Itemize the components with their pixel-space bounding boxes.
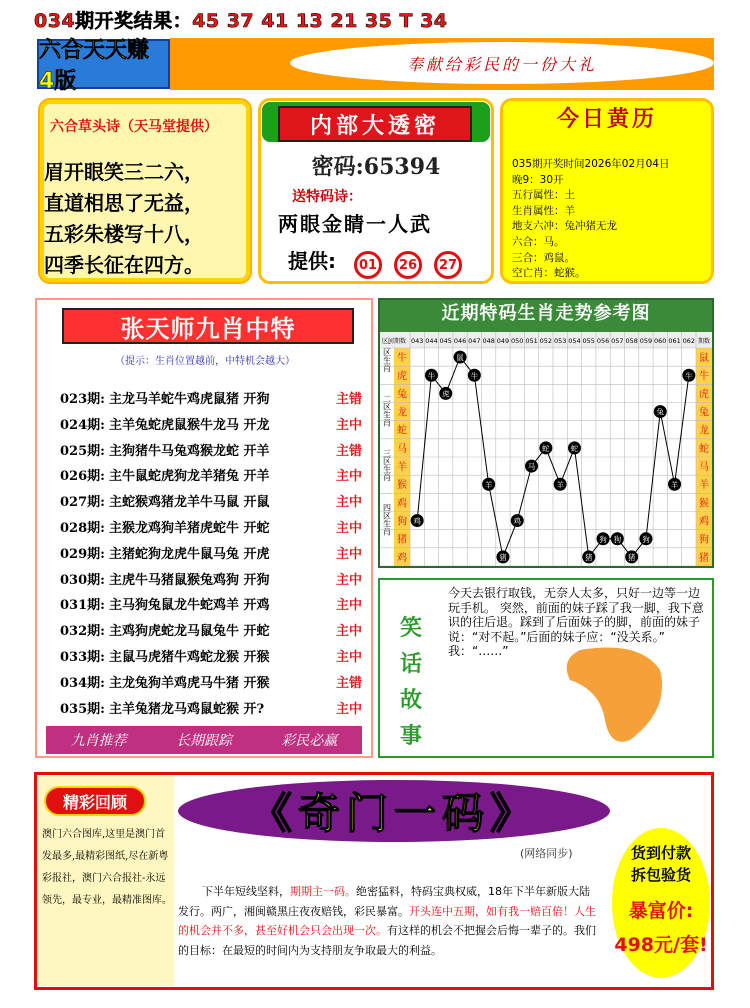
prediction-row [60, 491, 372, 510]
footer-item: 彩民必赢 [281, 733, 338, 749]
prediction-row [60, 440, 372, 459]
result: 主中 [335, 546, 362, 562]
period: 034期: [60, 675, 105, 691]
brand-label: 六合天天赚 4版 [37, 39, 170, 89]
period-tick: 057 [611, 337, 624, 345]
zone-label: 一区生肖 [382, 340, 392, 372]
period-tick: 051 [525, 337, 538, 345]
trend-point-label: 鸡 [513, 516, 521, 526]
left-zodiac-label: 蛇 [397, 425, 407, 437]
number-ball: 01 [354, 251, 382, 279]
result: 主中 [335, 469, 362, 485]
result: 主中 [335, 624, 362, 640]
trend-point-label: 牛 [685, 371, 693, 381]
result: 主中 [335, 650, 362, 665]
period: 026期: [60, 469, 105, 485]
almanac-line: 035期开奖时间2026年02月04日 [512, 158, 670, 170]
period: 029期: [60, 546, 105, 562]
trend-point-label: 猪 [499, 552, 507, 562]
poem-title: 六合草头诗（天马堂提供） [50, 119, 218, 135]
right-zodiac-label: 狗 [699, 534, 709, 546]
prediction-row [60, 594, 372, 613]
period-tick: 062 [682, 337, 696, 345]
period-tick: 047 [468, 337, 481, 345]
almanac-title: 今日黄历 [556, 106, 657, 132]
password-text: 密码:65394 [311, 154, 441, 180]
period-tick: 050 [511, 337, 524, 345]
almanac-line: 生肖属性：羊 [512, 204, 575, 217]
prediction-text: 主鸡狗虎蛇龙马鼠兔牛 开蛇 [108, 624, 270, 640]
period-tick: 049 [496, 337, 510, 345]
nine-zodiac-title: 张天师九肖中特 [62, 308, 354, 344]
trend-point-label: 牛 [427, 371, 436, 381]
period-tick: 059 [639, 337, 653, 345]
trend-point-label: 蛇 [542, 443, 550, 453]
almanac-line: 地支六冲：兔冲猪无龙 [512, 220, 617, 233]
result: 主中 [335, 598, 362, 614]
result: 主中 [335, 701, 362, 717]
poem-line: 眉开眼笑三二六， [44, 160, 204, 184]
poem-line: 四季长征在四方。 [44, 253, 204, 277]
left-zodiac-label: 龙 [397, 407, 407, 419]
right-zodiac-label: 鸡 [699, 516, 709, 528]
prediction-row [60, 620, 372, 639]
left-zodiac-label: 羊 [397, 462, 407, 474]
header-period-right: 期数 [697, 338, 711, 345]
period-tick: 045 [439, 337, 452, 345]
ad-text-d: 开头连中五期，如有我一赔百倍！人生的机会并不多，甚至好机会只会出现一次。 [178, 904, 596, 937]
period: 030期: [60, 572, 105, 588]
nine-zodiac-footer [46, 726, 362, 754]
prediction-text: 主狗猪牛马兔鸡猴龙蛇 开羊 [108, 443, 270, 459]
period: 027期: [60, 495, 105, 511]
period-tick: 052 [539, 337, 553, 345]
trend-point-label: 狗 [642, 534, 650, 544]
provide-label: 提供: [288, 249, 336, 273]
prediction-row [60, 543, 372, 562]
period-tick: 056 [596, 337, 610, 345]
left-zodiac-label: 兔 [397, 389, 407, 401]
ad-text-a: 下半年短线坚料， [202, 885, 290, 898]
period-tick: 044 [425, 337, 438, 345]
right-zodiac-label: 龙 [699, 425, 709, 437]
period-tick: 054 [568, 337, 581, 345]
poem-line: 直道相思了无益， [44, 191, 204, 215]
prediction-text: 主虎牛马猪鼠猴兔鸡狗 开狗 [108, 572, 270, 588]
slogan: 奉献给彩民的一份大礼 [290, 42, 714, 84]
right-zodiac-label: 牛 [699, 371, 709, 383]
period: 031期: [60, 598, 105, 614]
trend-point-label: 狗 [599, 534, 607, 544]
price-label: 暴富价: [628, 900, 694, 922]
period-tick: 046 [453, 337, 467, 345]
prediction-row [60, 569, 372, 588]
prediction-text: 主羊兔蛇虎鼠猴牛龙马 开龙 [108, 417, 270, 433]
almanac-list [512, 157, 712, 282]
trend-point-label: 猪 [585, 552, 593, 562]
trend-title: 近期特码生肖走势参考图 [441, 303, 651, 324]
result: 主错 [335, 443, 362, 459]
almanac-line: 三合：鸡鼠。 [512, 251, 575, 264]
right-zodiac-label: 蛇 [699, 443, 709, 455]
nine-zodiac-hint: （提示：生肖位置越前，中特机会越大） [115, 356, 295, 367]
sync-note: (网络同步) [520, 847, 573, 860]
period: 025期: [60, 443, 105, 459]
trend-point-label: 鸡 [413, 516, 421, 526]
trend-point-label: 牛 [470, 371, 479, 381]
trend-point-label: 蛇 [570, 443, 579, 453]
prediction-row [60, 465, 372, 484]
period-tick: 060 [654, 337, 667, 345]
prediction-text: 主猪蛇狗龙虎牛鼠马兔 开虎 [108, 546, 270, 562]
prediction-row [60, 672, 372, 691]
send-text: 两眼金睛一人武 [278, 212, 432, 236]
almanac-line: 空亡肖：蛇猴。 [512, 267, 586, 280]
ad-text-c: 绝密猛料，特码宝典权威，18年下半年新版大陆发行。两广，湘闽赣黑庄夜夜赔钱，彩民暴富。 [178, 885, 590, 918]
header-zone: 区间期数 [382, 338, 407, 345]
period-tick: 048 [482, 337, 495, 345]
prediction-text: 主蛇猴鸡猪龙羊牛马鼠 开鼠 [108, 495, 270, 511]
lottery-result-header: 034期开奖结果：45 37 41 13 21 35 T 34 [34, 10, 448, 32]
result: 主中 [335, 495, 362, 511]
cod-label: 货到付款 [630, 844, 691, 862]
period: 033期: [60, 650, 105, 665]
ad-text-b: 期期主一码。 [290, 885, 356, 898]
left-zodiac-label: 猪 [397, 534, 407, 546]
poem-line: 五彩朱楼写十八， [44, 222, 204, 246]
period: 024期: [60, 417, 105, 433]
trend-point-label: 猪 [627, 552, 636, 562]
prediction-row [60, 517, 372, 536]
result: 主中 [335, 572, 362, 588]
period: 035期: [60, 701, 105, 717]
period: 023期: [60, 392, 105, 407]
footer-item: 九肖推荐 [70, 733, 127, 749]
left-zodiac-label: 猴 [397, 480, 407, 492]
prediction-text: 主龙兔狗羊鸡虎马牛猪 开猴 [108, 675, 270, 691]
result: 主错 [335, 392, 362, 407]
period: 032期: [60, 624, 105, 640]
trend-point-label: 羊 [484, 480, 493, 490]
review-title: 精彩回顾 [44, 786, 146, 816]
zone-label: 二区生肖 [382, 394, 392, 427]
prediction-row [60, 698, 372, 717]
prediction-row [60, 388, 372, 407]
result: 主错 [335, 675, 362, 691]
zone-label: 三区生肖 [382, 449, 392, 481]
joke-text: 今天去银行取钱，无奈人太多，只好一边等一边玩手机。 突然，前面的妹子踩了我一脚，我下意识的往后退。踩到了后面妹子的脚，前面的妹子说：“对不起。”后面的妹子应：“没关系。” 我：“……” [448, 586, 704, 659]
secret-title: 内部大透密 [278, 106, 472, 142]
trend-point-label: 兔 [656, 407, 664, 417]
trend-point-label: 虎 [442, 389, 450, 399]
right-zodiac-label: 鼠 [699, 353, 709, 365]
trend-point-label: 马 [527, 462, 536, 472]
prediction-text: 主鼠马虎猪牛鸡蛇龙猴 开猴 [108, 650, 270, 665]
number-ball: 27 [434, 251, 462, 279]
number-ball: 26 [394, 251, 422, 279]
period-tick: 058 [625, 337, 638, 345]
prediction-text: 主马狗兔鼠龙牛蛇鸡羊 开鸡 [108, 598, 270, 614]
almanac-line: 晚9：30开 [512, 173, 564, 186]
qimen-title: 《奇门一码》 [249, 789, 538, 838]
prediction-text: 主猴龙鸡狗羊猪虎蛇牛 开蛇 [108, 521, 270, 536]
prediction-row [60, 414, 372, 433]
period-tick: 055 [582, 337, 595, 345]
prediction-text: 主羊兔猪龙马鸡鼠蛇猴 开? [108, 701, 265, 717]
zone-label: 四区生肖 [382, 503, 392, 536]
inspect-label: 拆包验货 [630, 866, 691, 884]
trend-chart [380, 332, 712, 566]
period-tick: 043 [410, 337, 424, 345]
right-zodiac-label: 兔 [699, 407, 709, 419]
prediction-row [60, 646, 372, 665]
right-zodiac-label: 羊 [699, 480, 709, 492]
left-zodiac-label: 马 [397, 443, 407, 455]
review-text: 澳门六合图库,这里是澳门首发最多,最精彩图纸,尽在新粤彩报社，澳门六合报社-永远领先，最专业，最精准图库。 [42, 829, 172, 906]
left-zodiac-label: 鸡 [397, 552, 407, 564]
right-zodiac-label: 马 [699, 462, 709, 474]
left-zodiac-label: 牛 [397, 353, 407, 365]
left-zodiac-label: 鸡 [397, 498, 407, 510]
right-zodiac-label: 虎 [699, 389, 709, 401]
trend-point-label: 鼠 [456, 353, 464, 363]
left-zodiac-label: 虎 [397, 371, 407, 383]
right-zodiac-label: 猴 [699, 498, 709, 510]
price-value: 498元/套! [614, 934, 708, 956]
period-tick: 053 [553, 337, 567, 345]
result: 主中 [335, 417, 362, 433]
trend-point-label: 狗 [613, 534, 622, 544]
prediction-text: 主龙马羊蛇牛鸡虎鼠猪 开狗 [108, 392, 270, 407]
almanac-line: 六合：马。 [512, 235, 565, 248]
joke-label: 笑话故事 [400, 615, 423, 749]
period: 028期: [60, 521, 105, 536]
send-label: 送特码诗： [292, 189, 362, 205]
trend-point-label: 羊 [670, 480, 679, 490]
right-zodiac-label: 猪 [699, 552, 709, 564]
ad-text [178, 882, 598, 960]
footer-item: 长期跟踪 [175, 733, 232, 749]
prediction-text: 主牛鼠蛇虎狗龙羊猪兔 开羊 [108, 469, 270, 485]
period-tick: 061 [668, 337, 681, 345]
trend-point-label: 羊 [556, 480, 564, 490]
ad-text-e: 有这样的机会不把握会后悔一辈子的。我们的目标：在最短的时间内为支持朋友争取最大的利益。 [178, 924, 596, 957]
result: 主中 [335, 521, 362, 536]
almanac-line: 五行属性：土 [512, 189, 575, 202]
left-zodiac-label: 狗 [397, 516, 407, 528]
